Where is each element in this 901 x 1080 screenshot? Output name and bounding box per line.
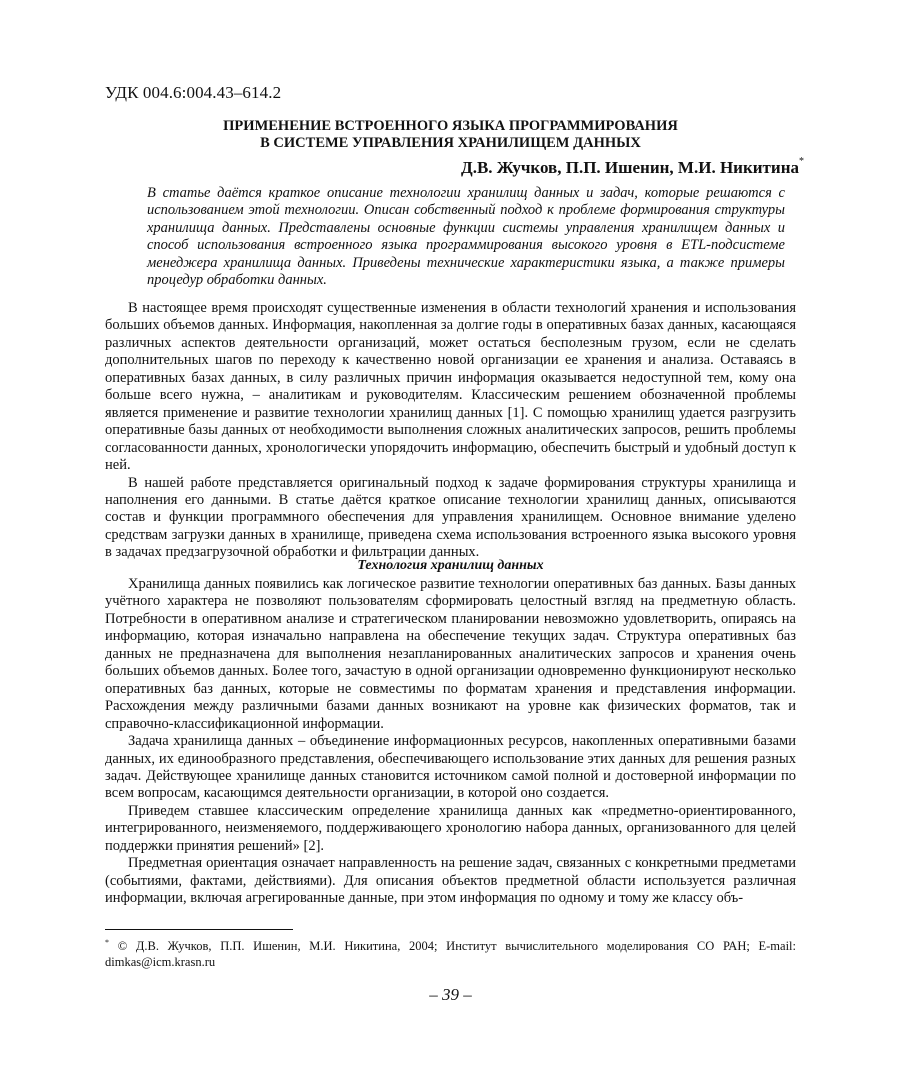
introduction bbox=[105, 300, 796, 562]
authors-footnote-mark: * bbox=[799, 156, 804, 168]
paragraph: В настоящее время происходят существенные изменения в области технологий хранения и использования больших объемов данных. Информация, накопленная за долгие годы в оперативных базах данных, касающаяся различных аспектов деятельности организаций, может остаться бесполезным грузом, если не сделать дополнительных шагов по переходу к качественно новой организации ее хранения и анализа. Оставаясь в оперативных базах данных, в силу различных причин информация оказывается недоступной тем, кому она больше всего нужна, – аналитикам и руководителям. Классическим решением обозначенной проблемы является применение и развитие технологии хранилищ данных [1]. С помощью хранилищ удается разгрузить оперативные базы данных от необходимости выполнения сложных аналитических запросов, решить проблемы согласованности данных, хронологически упорядочить информацию, обеспечить быстрый и удобный доступ к ней. bbox=[105, 300, 796, 474]
paragraph: Хранилища данных появились как логическое развитие технологии оперативных баз данных. Базы данных учётного характера не позволяют пользователям сформировать целостный взгляд на предметную область. Потребности в оперативном анализе и стратегическом планировании невозможно удовлетворить, опираясь на информацию, которая изначально направлена на обеспечение текущих задач. Структура оперативных баз данных не предназначена для выполнения незапланированных аналитических запросов и хранения очень больших объемов данных. Более того, зачастую в одной организации одновременно функционируют несколько оперативных баз данных, которые не совместимы по форматам хранения и представления информации. Расхождения между различными базами данных возникают на уровне как физических форматов, так и справочно-классификационной информации. bbox=[105, 576, 796, 732]
footnote-divider bbox=[105, 929, 293, 930]
page-number: – 39 – bbox=[429, 985, 472, 1004]
article-title bbox=[105, 118, 796, 152]
paragraph: Задача хранилища данных – объединение информационных ресурсов, накопленных оперативными базами данных, их единообразного представления, обеспечивающего использование этих данных для решения разных задач. Действующее хранилище данных становится источником самой полной и достоверной информации по всем вопросам, касающимся деятельности организации, в которой оно создается. bbox=[105, 733, 796, 802]
authors-names: Д.В. Жучков, П.П. Ишенин, М.И. Никитина bbox=[461, 158, 799, 177]
section-heading: Технология хранилищ данных bbox=[357, 558, 544, 573]
section-body bbox=[105, 576, 796, 908]
paragraph: В нашей работе представляется оригинальный подход к задаче формирования структуры хранилища и наполнения его данными. В статье даётся краткое описание технологии хранилищ данных, описываются состав и функции программного обеспечения для управления хранилищем. Основное внимание уделено средствам загрузки данных в хранилище, приведена схема использования встроенного языка высокого уровня в задачах предзагрузочной обработки и фильтрации данных. bbox=[105, 474, 796, 561]
authors bbox=[461, 158, 804, 178]
abstract: В статье даётся краткое описание технологии хранилищ данных и задач, которые решаются с использованием этой технологии. Описан собственный подход к проблеме формирования структуры хранилища данных. Представлены основные функции системы управления хранилищем данных и способ использования встроенного языка программирования высокого уровня в ETL-подсистеме менеджера хранилища данных. Приведены технические характеристики языка, а также примеры процедур обработки данных. bbox=[147, 185, 785, 289]
footnote-text: © Д.В. Жучков, П.П. Ишенин, М.И. Никитина, 2004; Институт вычислительного моделирования СО РАН; E-mail: dimkas@icm.krasn.ru bbox=[105, 939, 796, 970]
paragraph: Предметная ориентация означает направленность на решение задач, связанных с конкретными предметами (событиями, фактами, действиями). Для описания объектов предметной области используется различная информации, включая агрегированные данные, при этом информация по одному и тому же классу объ- bbox=[105, 855, 796, 907]
footnote-mark: * bbox=[105, 938, 109, 947]
paragraph: Приведем ставшее классическим определение хранилища данных как «предметно-ориентированного, интегрированного, неизменяемого, поддерживающего хронологию набора данных, организованного для целей поддержки принятия решений» [2]. bbox=[105, 802, 796, 854]
title-line-2: В СИСТЕМЕ УПРАВЛЕНИЯ ХРАНИЛИЩЕМ ДАННЫХ bbox=[260, 135, 641, 151]
title-line-1: ПРИМЕНЕНИЕ ВСТРОЕННОГО ЯЗЫКА ПРОГРАММИРОВАНИЯ bbox=[223, 118, 678, 134]
footnote bbox=[105, 935, 796, 970]
udk-code: УДК 004.6:004.43–614.2 bbox=[105, 83, 282, 102]
